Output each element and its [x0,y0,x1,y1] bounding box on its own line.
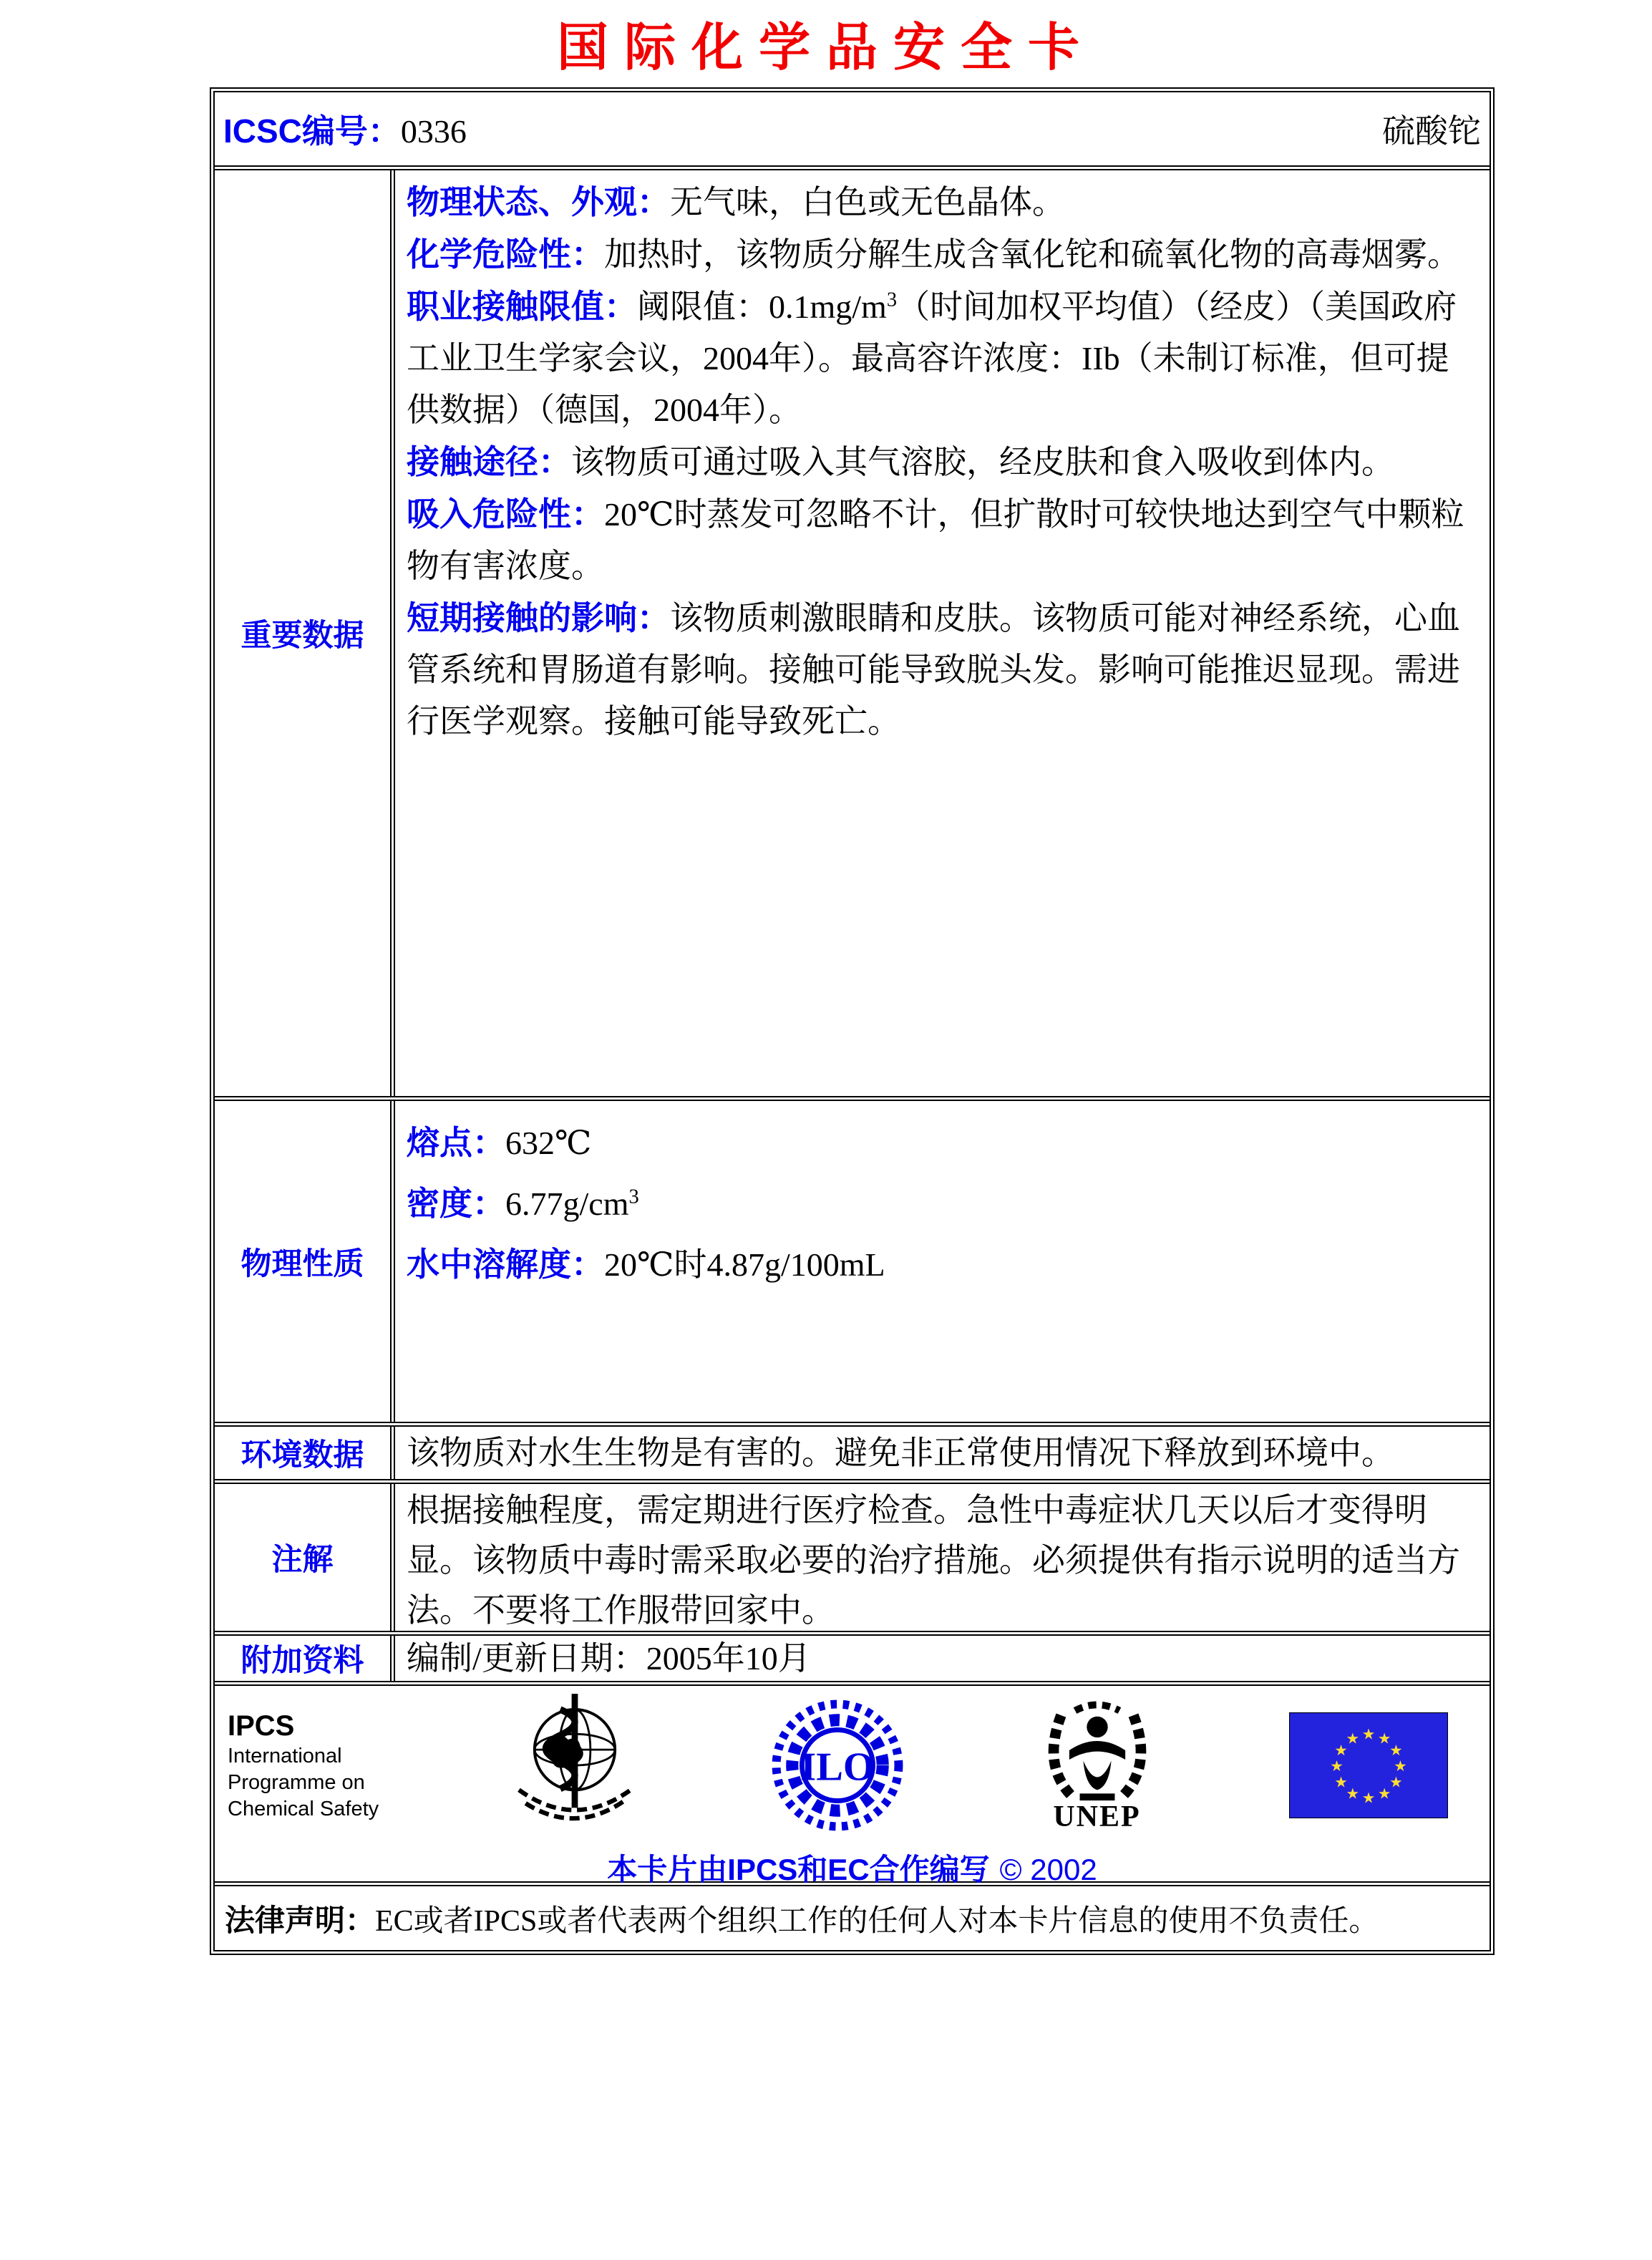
icsc-card-table [210,87,1495,1955]
field-text: 632℃ [505,1125,592,1161]
ilo-letters: ILO [800,1745,875,1790]
field-text: 阈限值：0.1mg/m [637,288,887,325]
physical-property-item [407,1234,1478,1295]
ipcs-line: Programme on [228,1770,365,1794]
additional-info-content [395,1636,1490,1681]
ipcs-line: International [228,1744,342,1767]
ipcs-line: Chemical Safety [228,1797,379,1820]
section-label-important-data: 重要数据 [215,170,395,1096]
svg-text:★: ★ [1346,1785,1360,1803]
row-icsc-number [215,92,1490,165]
ipcs-acronym: IPCS [228,1709,295,1742]
field-label: 水中溶解度： [407,1246,604,1283]
field-text: 该物质刺激眼睛和皮肤。该物质可能对神经系统，心血管系统和胃肠道有影响。接触可能导致脱头发。影响可能推迟显现。需进行医学观察。接触可能导致死亡。 [407,600,1460,739]
field-text: （时间加权平均值）（经皮）（美国政府工业卫生学家会议，2004年）。最高容许浓度：IIb（未制订标准，但可提供数据）（德国，2004年）。 [407,288,1457,428]
field-label: 吸入危险性： [407,495,604,533]
section-label-environmental-data: 环境数据 [215,1427,395,1479]
cooperation-text: 本卡片由IPCS和EC合作编写 [607,1853,990,1886]
field-text: 无气味，白色或无色晶体。 [670,184,1065,220]
important-data-item [407,176,1478,228]
svg-text:★: ★ [1377,1785,1391,1803]
field-text: 20℃时蒸发可忽略不计，但扩散时可较快地达到空气中颗粒物有害浓度。 [407,496,1464,584]
unep-logo-icon [1033,1697,1162,1804]
icsc-number-group [223,105,467,152]
physical-property-item [407,1173,1478,1234]
legal-label: 法律声明： [225,1903,376,1937]
section-label-physical-properties: 物理性质 [215,1101,395,1422]
important-data-item [407,592,1478,747]
svg-text:★: ★ [1346,1730,1360,1747]
field-text: 加热时，该物质分解生成含氧化铊和硫氧化物的高毒烟雾。 [604,236,1460,273]
update-date-label: 编制/更新日期： [407,1639,646,1677]
field-label: 熔点： [407,1124,505,1161]
section-legal [215,1881,1490,1950]
field-label: 短期接触的影响： [407,599,670,636]
svg-text:★: ★ [1334,1773,1348,1791]
section-environmental-data [215,1422,1490,1479]
copyright-text: © 2002 [999,1853,1097,1886]
field-label: 密度： [407,1185,505,1222]
icsc-number-label: ICSC编号： [223,112,401,150]
superscript: 3 [886,288,898,311]
eu-flag-icon [1289,1712,1448,1818]
notes-text: 根据接触程度，需定期进行医疗检查。急性中毒症状几天以后才变得明显。该物质中毒时需采取必要的治疗措施。必须提供有指示说明的适当方法。不要将工作服带回家中。 [407,1492,1460,1629]
field-label: 化学危险性： [407,236,604,273]
svg-text:★: ★ [1334,1741,1348,1759]
section-physical-properties [215,1096,1490,1422]
important-data-item [407,488,1478,592]
field-text: 20℃时4.87g/100mL [604,1246,885,1283]
update-date-value: 2005年10月 [646,1639,811,1677]
important-data-item [407,228,1478,281]
icsc-number-value: 0336 [400,113,467,150]
cooperation-line [222,1846,1482,1889]
physical-property-item [407,1112,1478,1173]
section-additional-info [215,1631,1490,1681]
ilo-logo-icon [770,1698,905,1833]
section-important-data [215,165,1490,1096]
unep-logo [1033,1697,1162,1834]
physical-properties-content [395,1101,1490,1422]
ipcs-block [228,1709,379,1823]
unep-letters: UNEP [1053,1800,1141,1833]
legal-text: EC或者IPCS或者代表两个组织工作的任何人对本卡片信息的使用不负责任。 [375,1904,1379,1938]
section-label-notes: 注解 [215,1484,395,1631]
field-text: 该物质可通过吸入其气溶胶，经皮肤和食入吸收到体内。 [571,444,1394,480]
section-logos [215,1681,1490,1886]
svg-text:★: ★ [1377,1730,1391,1747]
svg-text:★: ★ [1394,1757,1407,1775]
environmental-data-text: 该物质对水生生物是有害的。避免非正常使用情况下释放到环境中。 [407,1434,1394,1471]
svg-text:★: ★ [1361,1789,1376,1807]
field-label: 接触途径： [407,443,571,480]
chemical-name: 硫酸铊 [1382,113,1481,150]
svg-text:★: ★ [1361,1725,1376,1743]
svg-text:★: ★ [1389,1773,1403,1791]
page-title: 国际化学品安全卡 [556,16,1095,77]
svg-text:★: ★ [1389,1741,1403,1759]
section-notes [215,1479,1490,1631]
superscript: 3 [628,1185,639,1208]
important-data-content [395,170,1490,1096]
section-label-additional-info: 附加资料 [215,1636,395,1681]
important-data-item [407,436,1478,488]
field-label: 职业接触限值： [407,288,637,325]
svg-text:★: ★ [1330,1757,1344,1775]
field-text: 6.77g/cm [505,1185,629,1222]
important-data-item [407,281,1478,436]
field-label: 物理状态、外观： [407,183,670,220]
who-logo-icon [507,1692,643,1839]
